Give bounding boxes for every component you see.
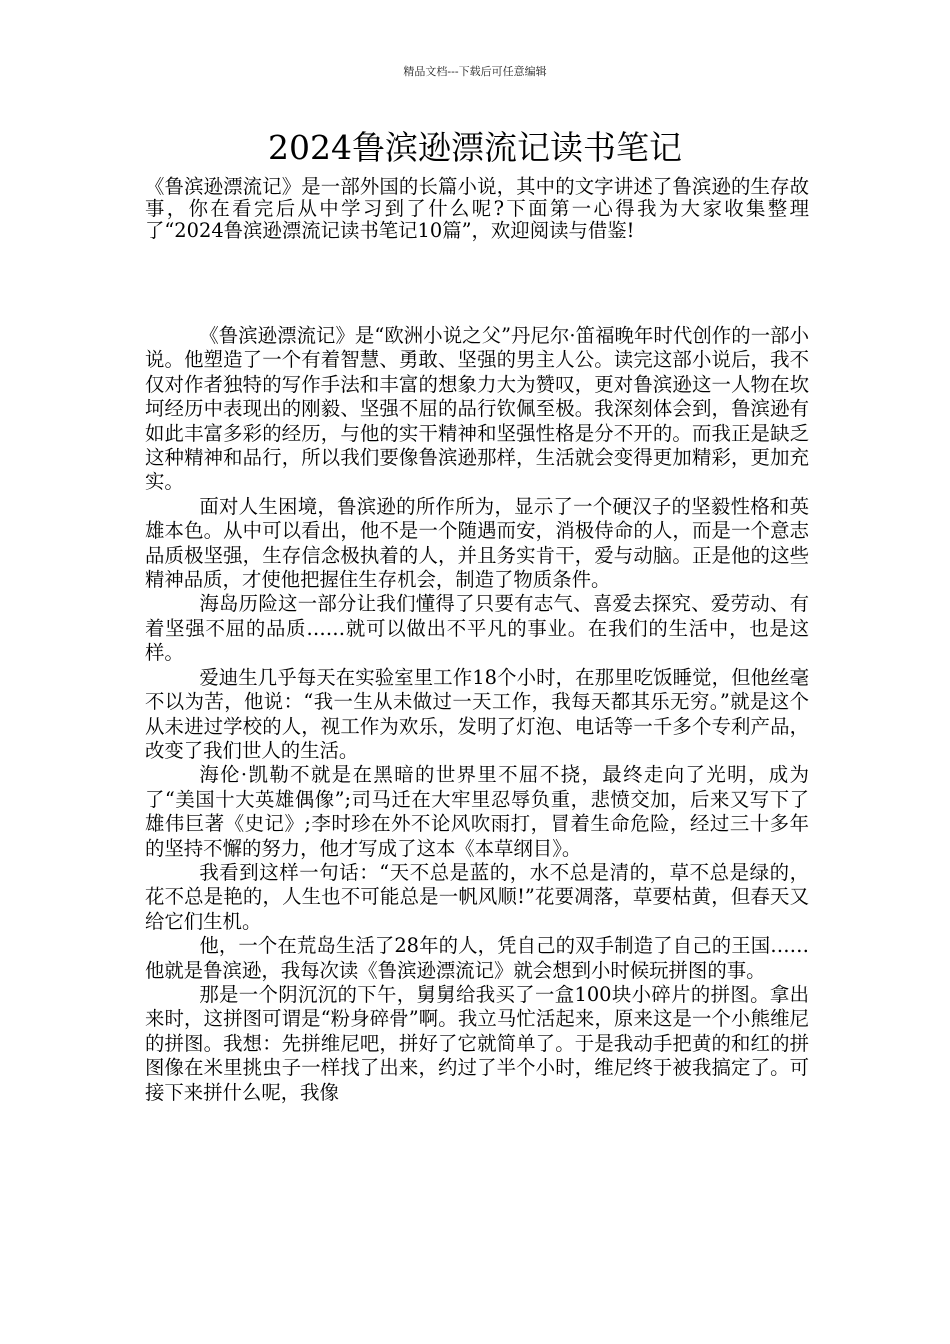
body-text [145,324,809,1105]
body-paragraph-3: 海岛历险这一部分让我们懂得了只要有志气、喜爱去探究、爱劳动、有着坚强不屈的品质……就可以做出不平凡的事业。在我们的生活中，也是这样。 [145,592,809,665]
body-paragraph-8: 那是一个阴沉沉的下午，舅舅给我买了一盒100块小碎片的拼图。拿出来时，这拼图可谓是“粉身碎骨”啊。我立马忙活起来，原来这是一个小熊维尼的拼图。我想：先拼维尼吧，拼好了它就简单了。于是我动手把黄的和红的拼图像在米里挑虫子一样找了出来，约过了半个小时，维尼终于被我搞定了。可接下来拼什么呢，我像 [145,982,809,1104]
header-note: 精品文档---下载后可任意编辑 [403,65,547,78]
body-paragraph-1: 《鲁滨逊漂流记》是“欧洲小说之父”丹尼尔·笛福晚年时代创作的一部小说。他塑造了一个有着智慧、勇敢、坚强的男主人公。读完这部小说后，我不仅对作者独特的写作手法和丰富的想象力大为赞叹，更对鲁滨逊这一人物在坎坷经历中表现出的刚毅、坚强不屈的品行钦佩至极。我深刻体会到，鲁滨逊有如此丰富多彩的经历，与他的实干精神和坚强性格是分不开的。而我正是缺乏这种精神和品行，所以我们要像鲁滨逊那样，生活就会变得更加精彩，更加充实。 [145,324,809,494]
document-title: 2024鲁滨逊漂流记读书笔记 [268,128,682,167]
intro-paragraph: 《鲁滨逊漂流记》是一部外国的长篇小说，其中的文字讲述了鲁滨逊的生存故事，你在看完后从中学习到了什么呢?下面第一心得我为大家收集整理了“2024鲁滨逊漂流记读书笔记10篇”，欢迎阅读与借鉴! [145,175,809,242]
body-paragraph-7: 他，一个在荒岛生活了28年的人，凭自己的双手制造了自己的王国……他就是鲁滨逊，我每次读《鲁滨逊漂流记》就会想到小时候玩拼图的事。 [145,934,809,982]
body-paragraph-4: 爱迪生几乎每天在实验室里工作18个小时，在那里吃饭睡觉，但他丝毫不以为苦，他说：“我一生从未做过一天工作，我每天都其乐无穷。”就是这个从未进过学校的人，视工作为欢乐，发明了灯泡、电话等一千多个专利产品，改变了我们世人的生活。 [145,665,809,762]
body-paragraph-2: 面对人生困境，鲁滨逊的所作所为，显示了一个硬汉子的坚毅性格和英雄本色。从中可以看出，他不是一个随遇而安，消极侍命的人，而是一个意志品质极坚强，生存信念极执着的人，并且务实肯干，爱与动脑。正是他的这些精神品质，才使他把握住生存机会，制造了物质条件。 [145,494,809,592]
body-paragraph-6: 我看到这样一句话：“天不总是蓝的，水不总是清的，草不总是绿的，花不总是艳的，人生也不可能总是一帆风顺!”花要凋落，草要枯黄，但春天又给它们生机。 [145,860,809,933]
body-paragraph-5: 海伦·凯勒不就是在黑暗的世界里不屈不挠，最终走向了光明，成为了“美国十大英雄偶像”;司马迁在大牢里忍辱负重，悲愤交加，后来又写下了雄伟巨著《史记》;李时珍在外不论风吹雨打，冒着生命危险，经过三十多年的坚持不懈的努力，他才写成了这本《本草纲目》。 [145,763,809,860]
